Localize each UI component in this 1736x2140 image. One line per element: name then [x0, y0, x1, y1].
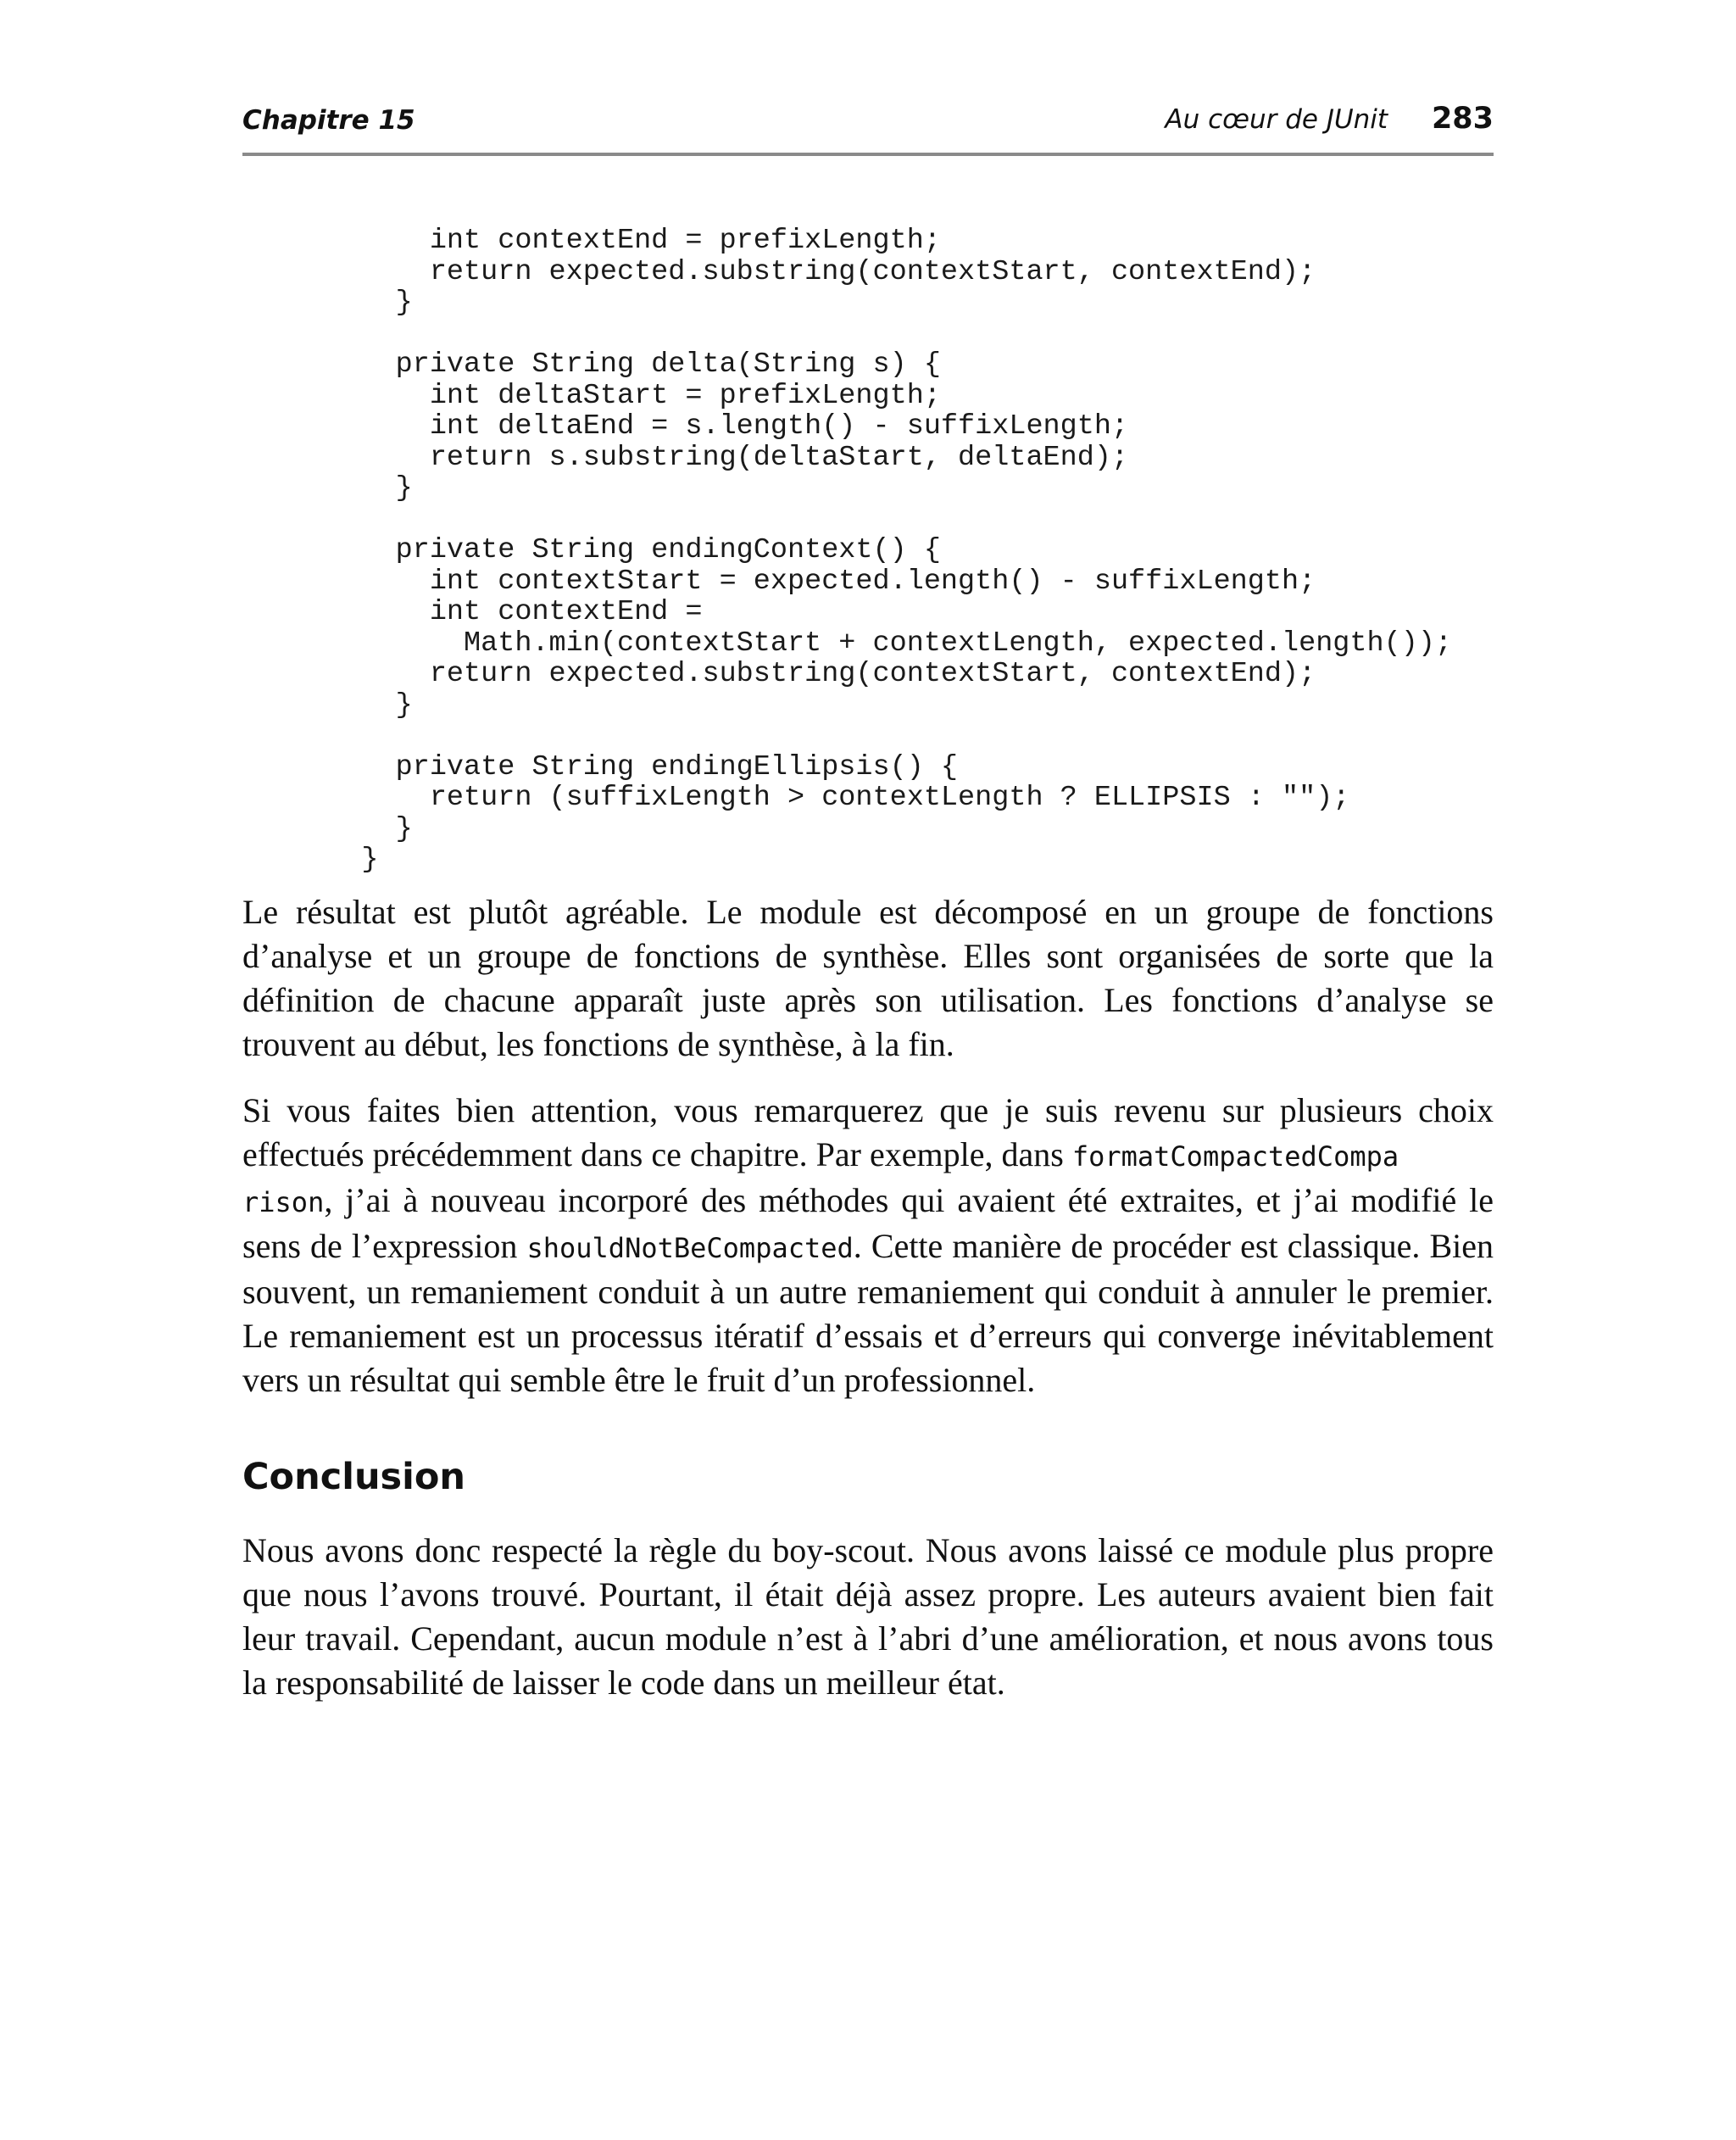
code-line: }: [293, 287, 413, 319]
code-line: }: [293, 688, 413, 722]
code-listing: [293, 226, 1452, 876]
paragraph-conclusion: Nous avons donc respecté la règle du boy-scout. Nous avons laissé ce module plus propre que nous l’avons trouvé. Pourtant, il était déjà assez propre. Les auteurs avaient bien fait leur travail. Cependant, aucun module n’est à l’abri d’une amélioration, et nous avons tous la responsabilité de laisser le code dans un meilleur état.: [242, 1531, 1494, 1702]
code-line: private String endingEllipsis() {: [293, 750, 959, 783]
inline-code-method: formatCompactedCompa: [1071, 1140, 1399, 1173]
code-line: int contextEnd = prefixLength;: [293, 225, 941, 257]
code-line: return expected.substring(contextStart, contextEnd);: [293, 255, 1316, 288]
code-line: }: [293, 812, 413, 845]
paragraph-refactoring: [242, 1089, 1494, 1402]
code-line: return s.substring(deltaStart, deltaEnd);: [293, 441, 1129, 474]
code-line: int deltaStart = prefixLength;: [293, 379, 941, 412]
running-header: [242, 100, 1494, 156]
code-line: int contextEnd =: [293, 596, 703, 628]
running-section-title: Au cœur de JUnit: [1165, 104, 1388, 135]
code-line: int contextStart = expected.length() - suffixLength;: [293, 565, 1316, 598]
inline-code-expression: shouldNotBeCompacted: [526, 1232, 854, 1264]
code-line: }: [293, 472, 413, 504]
code-line: private String endingContext() {: [293, 534, 941, 566]
section-heading-conclusion: Conclusion: [242, 1456, 466, 1498]
paragraph-text: . Cette manière de procéder est classique. Bien souvent, un remaniement conduit à un autre remaniement qui conduit à annuler le premier. Le remaniement est un processus itératif d’essais et d’erreurs qui converge inévitablement vers un résultat qui semble être le fruit d’un professionnel.: [242, 1227, 1494, 1399]
code-line: Math.min(contextStart + contextLength, expected.length());: [293, 627, 1453, 660]
paragraph-text: Si vous faites bien attention, vous remarquerez que je suis revenu sur plusieurs choix effectués précédemment dans ce chapitre. Par exemple, dans: [242, 1091, 1494, 1173]
code-line: int deltaEnd = s.length() - suffixLength;: [293, 410, 1129, 443]
code-line: return (suffixLength > contextLength ? ELLIPSIS : "");: [293, 782, 1350, 814]
paragraph-result: Le résultat est plutôt agréable. Le module est décomposé en un groupe de fonctions d’analyse et un groupe de fonctions de synthèse. Elles sont organisées de sorte que la définition de chacune apparaît juste après son utilisation. Les fonctions d’analyse se trouvent au début, les fonctions de synthèse, à la fin.: [242, 893, 1494, 1063]
code-line: return expected.substring(contextStart, contextEnd);: [293, 658, 1316, 690]
code-line: }: [293, 844, 379, 876]
code-line: private String delta(String s) {: [293, 348, 941, 381]
paragraph-text: , j’ai à nouveau incorporé des méthodes qui avaient été extraites, et j’ai modifié le sens de l’expression: [242, 1181, 1494, 1265]
header-right: [1165, 100, 1494, 138]
inline-code-method-continued: rison: [242, 1186, 325, 1218]
chapter-label: Chapitre 15: [242, 105, 415, 136]
page-number: 283: [1431, 102, 1494, 136]
